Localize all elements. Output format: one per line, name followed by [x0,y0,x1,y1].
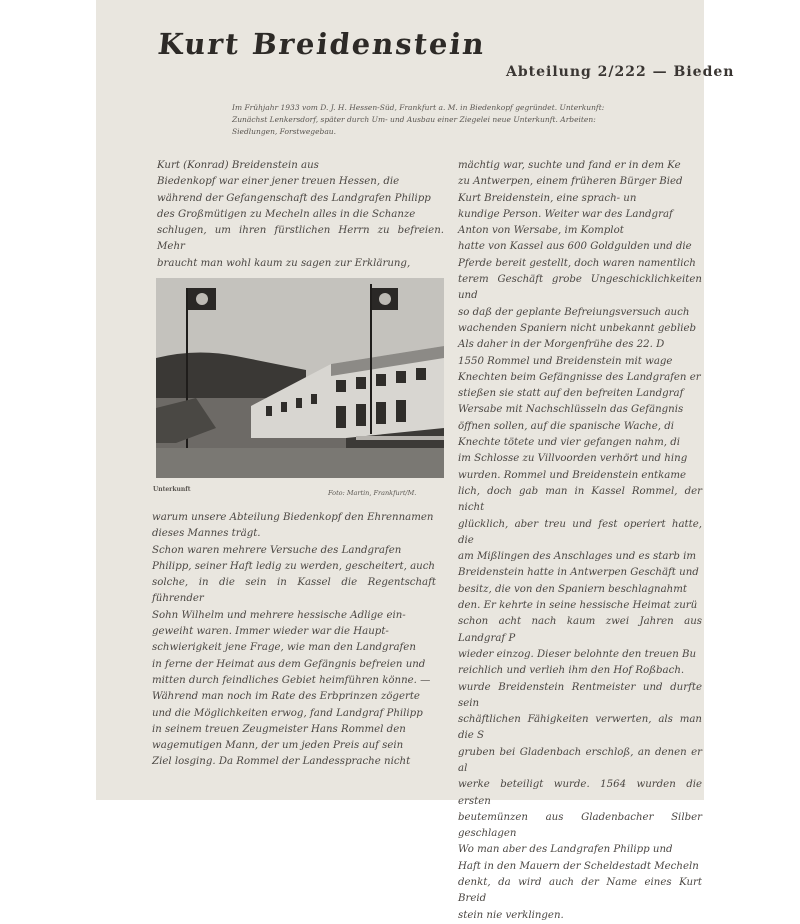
text-line: 1550 Rommel und Breidenstein mit wage [458,355,673,367]
text-line: Knechte tötete und vier gefangen nahm, di [458,437,680,449]
text-line: dieses Mannes trägt. [152,528,261,540]
text-line: glücklich, aber treu und fest operiert hatte, die [458,518,702,546]
book-page [96,0,735,921]
text-line: hatte von Kassel aus 600 Goldgulden und die [458,241,692,253]
text-line: des Großmütigen zu Mecheln alles in die Schanze [157,208,416,220]
text-line: mächtig war, suchte und fand er in dem Ke [458,160,681,171]
left-column-top [157,158,444,272]
text-line: in ferne der Heimat aus dem Gefängnis befreien und [152,658,426,670]
text-line: in seinem treuen Zeugmeister Hans Rommel den [152,723,406,735]
text-line: werke beteiligt wurde. 1564 wurden die ersten [458,779,702,807]
text-line: wagemutigen Mann, der um jeden Preis auf sein [152,740,404,752]
text-line: schon acht nach kaum zwei Jahren aus Landgraf P [458,616,702,644]
text-line: Während man noch im Rate des Erbprinzen zögerte [152,691,420,703]
text-line: Anton von Wersabe, im Komplot [458,225,624,237]
text-line: Philipp, seiner Haft ledig zu werden, gescheitert, auch [152,560,435,572]
intro-line: Im Frühjahr 1933 vom D. J. H. Hessen-Süd, Frankfurt a. M. in Biedenkopf gegründet. Unterkunft: [232,103,605,112]
page-title: Kurt Breidenstein [156,27,488,61]
text-line: am Mißlingen des Anschlages und es starb im [458,551,696,563]
text-line: schwierigkeit jene Frage, wie man den Landgrafen [152,642,416,654]
text-line: Wo man aber des Landgrafen Philipp und [458,844,673,856]
text-line: stein nie verklingen. [458,909,564,921]
text-line: Haft in den Mauern der Scheldestadt Mecheln [458,860,699,872]
text-line: Kurt (Konrad) Breidenstein aus [157,160,319,171]
text-line: Breidenstein hatte in Antwerpen Geschäft und [458,567,699,579]
text-line: wachenden Spaniern nicht unbekannt geblieb [458,322,697,334]
text-line: Als daher in der Morgenfrühe des 22. D [458,339,665,351]
text-line: während der Gefangenschaft des Landgrafen Philipp [157,192,431,204]
text-line: Schon waren mehrere Versuche des Landgrafen [152,544,402,556]
text-line: Pferde bereit gestellt, doch waren namentlich [458,257,696,269]
text-line: den. Er kehrte in seine hessische Heimat zurü [458,600,698,612]
intro-line: Zunächst Lenkersdorf, später durch Um- und Ausbau einer Ziegelei neue Unterkunft. Arbeiten: [232,115,596,124]
text-line: wurden. Rommel und Breidenstein entkame [458,469,687,481]
photo-caption-left: Unterkunft [153,486,191,493]
text-line: solche, in die sein in Kassel die Regentschaft führender [152,577,436,605]
text-line: wurde Breidenstein Rentmeister und durfte sein [458,681,702,709]
text-line: Knechten beim Gefängnisse des Landgrafen er [458,371,701,383]
right-column [458,158,702,924]
text-line: kundige Person. Weiter war des Landgraf [458,208,673,220]
text-line: öffnen sollen, auf die spanische Wache, di [458,420,674,432]
text-line: wieder einzog. Dieser belohnte den treuen Bu [458,648,697,660]
text-line: terem Geschäft grobe Ungeschicklichkeiten und [458,274,702,302]
text-line: zu Antwerpen, einem früheren Bürger Bied [458,176,683,188]
left-column-bottom [152,510,436,771]
text-line: schäftlichen Fähigkeiten verwerten, als man die S [458,714,702,742]
section-label: Abteilung 2/222 — Bieden [506,64,735,80]
barracks-photo [156,278,444,478]
text-line: geweiht waren. Immer wieder war die Haupt- [152,626,389,638]
text-line: Kurt Breidenstein, eine sprach- un [458,192,637,204]
text-line: lich, doch gab man in Kassel Rommel, der nicht [458,485,702,514]
text-line: schlugen, um ihren fürstlichen Herrn zu befreien. Mehr [157,225,444,253]
text-line: Wersabe mit Nachschlüsseln das Gefängnis [458,404,684,416]
text-line: im Schlosse zu Villvoorden verhört und hing [458,453,688,465]
text-line: Ziel losging. Da Rommel der Landessprache nicht [152,756,411,768]
photo-credit: Foto: Martin, Frankfurt/M. [328,489,417,497]
text-line: so daß der geplante Befreiungsversuch auch [458,306,690,318]
text-line: braucht man wohl kaum zu sagen zur Erklärung, [157,257,411,269]
text-line: mitten durch feindliches Gebiet heimführen könne. — [152,674,431,686]
text-line: Biedenkopf war einer jener treuen Hessen, die [157,176,400,188]
photo-unterkunft [156,278,444,478]
text-line: stießen sie statt auf den befreiten Landgraf [458,388,684,400]
text-line: denkt, da wird auch der Name eines Kurt Breid [458,877,702,905]
text-line: besitz, die von den Spaniern beschlagnahmt [458,583,687,595]
text-line: beutemünzen aus Gladenbacher Silber geschlagen [458,811,702,840]
text-line: warum unsere Abteilung Biedenkopf den Ehrennamen [152,512,434,523]
text-line: und die Möglichkeiten erwog, fand Landgraf Philipp [152,707,423,719]
text-line: Sohn Wilhelm und mehrere hessische Adlige ein- [152,609,406,621]
intro-paragraph [232,102,702,138]
text-line: gruben bei Gladenbach erschloß, an denen er al [458,746,702,774]
text-line: reichlich und verlieh ihm den Hof Roßbach. [458,665,685,677]
intro-line: Siedlungen, Forstwegebau. [232,127,337,136]
